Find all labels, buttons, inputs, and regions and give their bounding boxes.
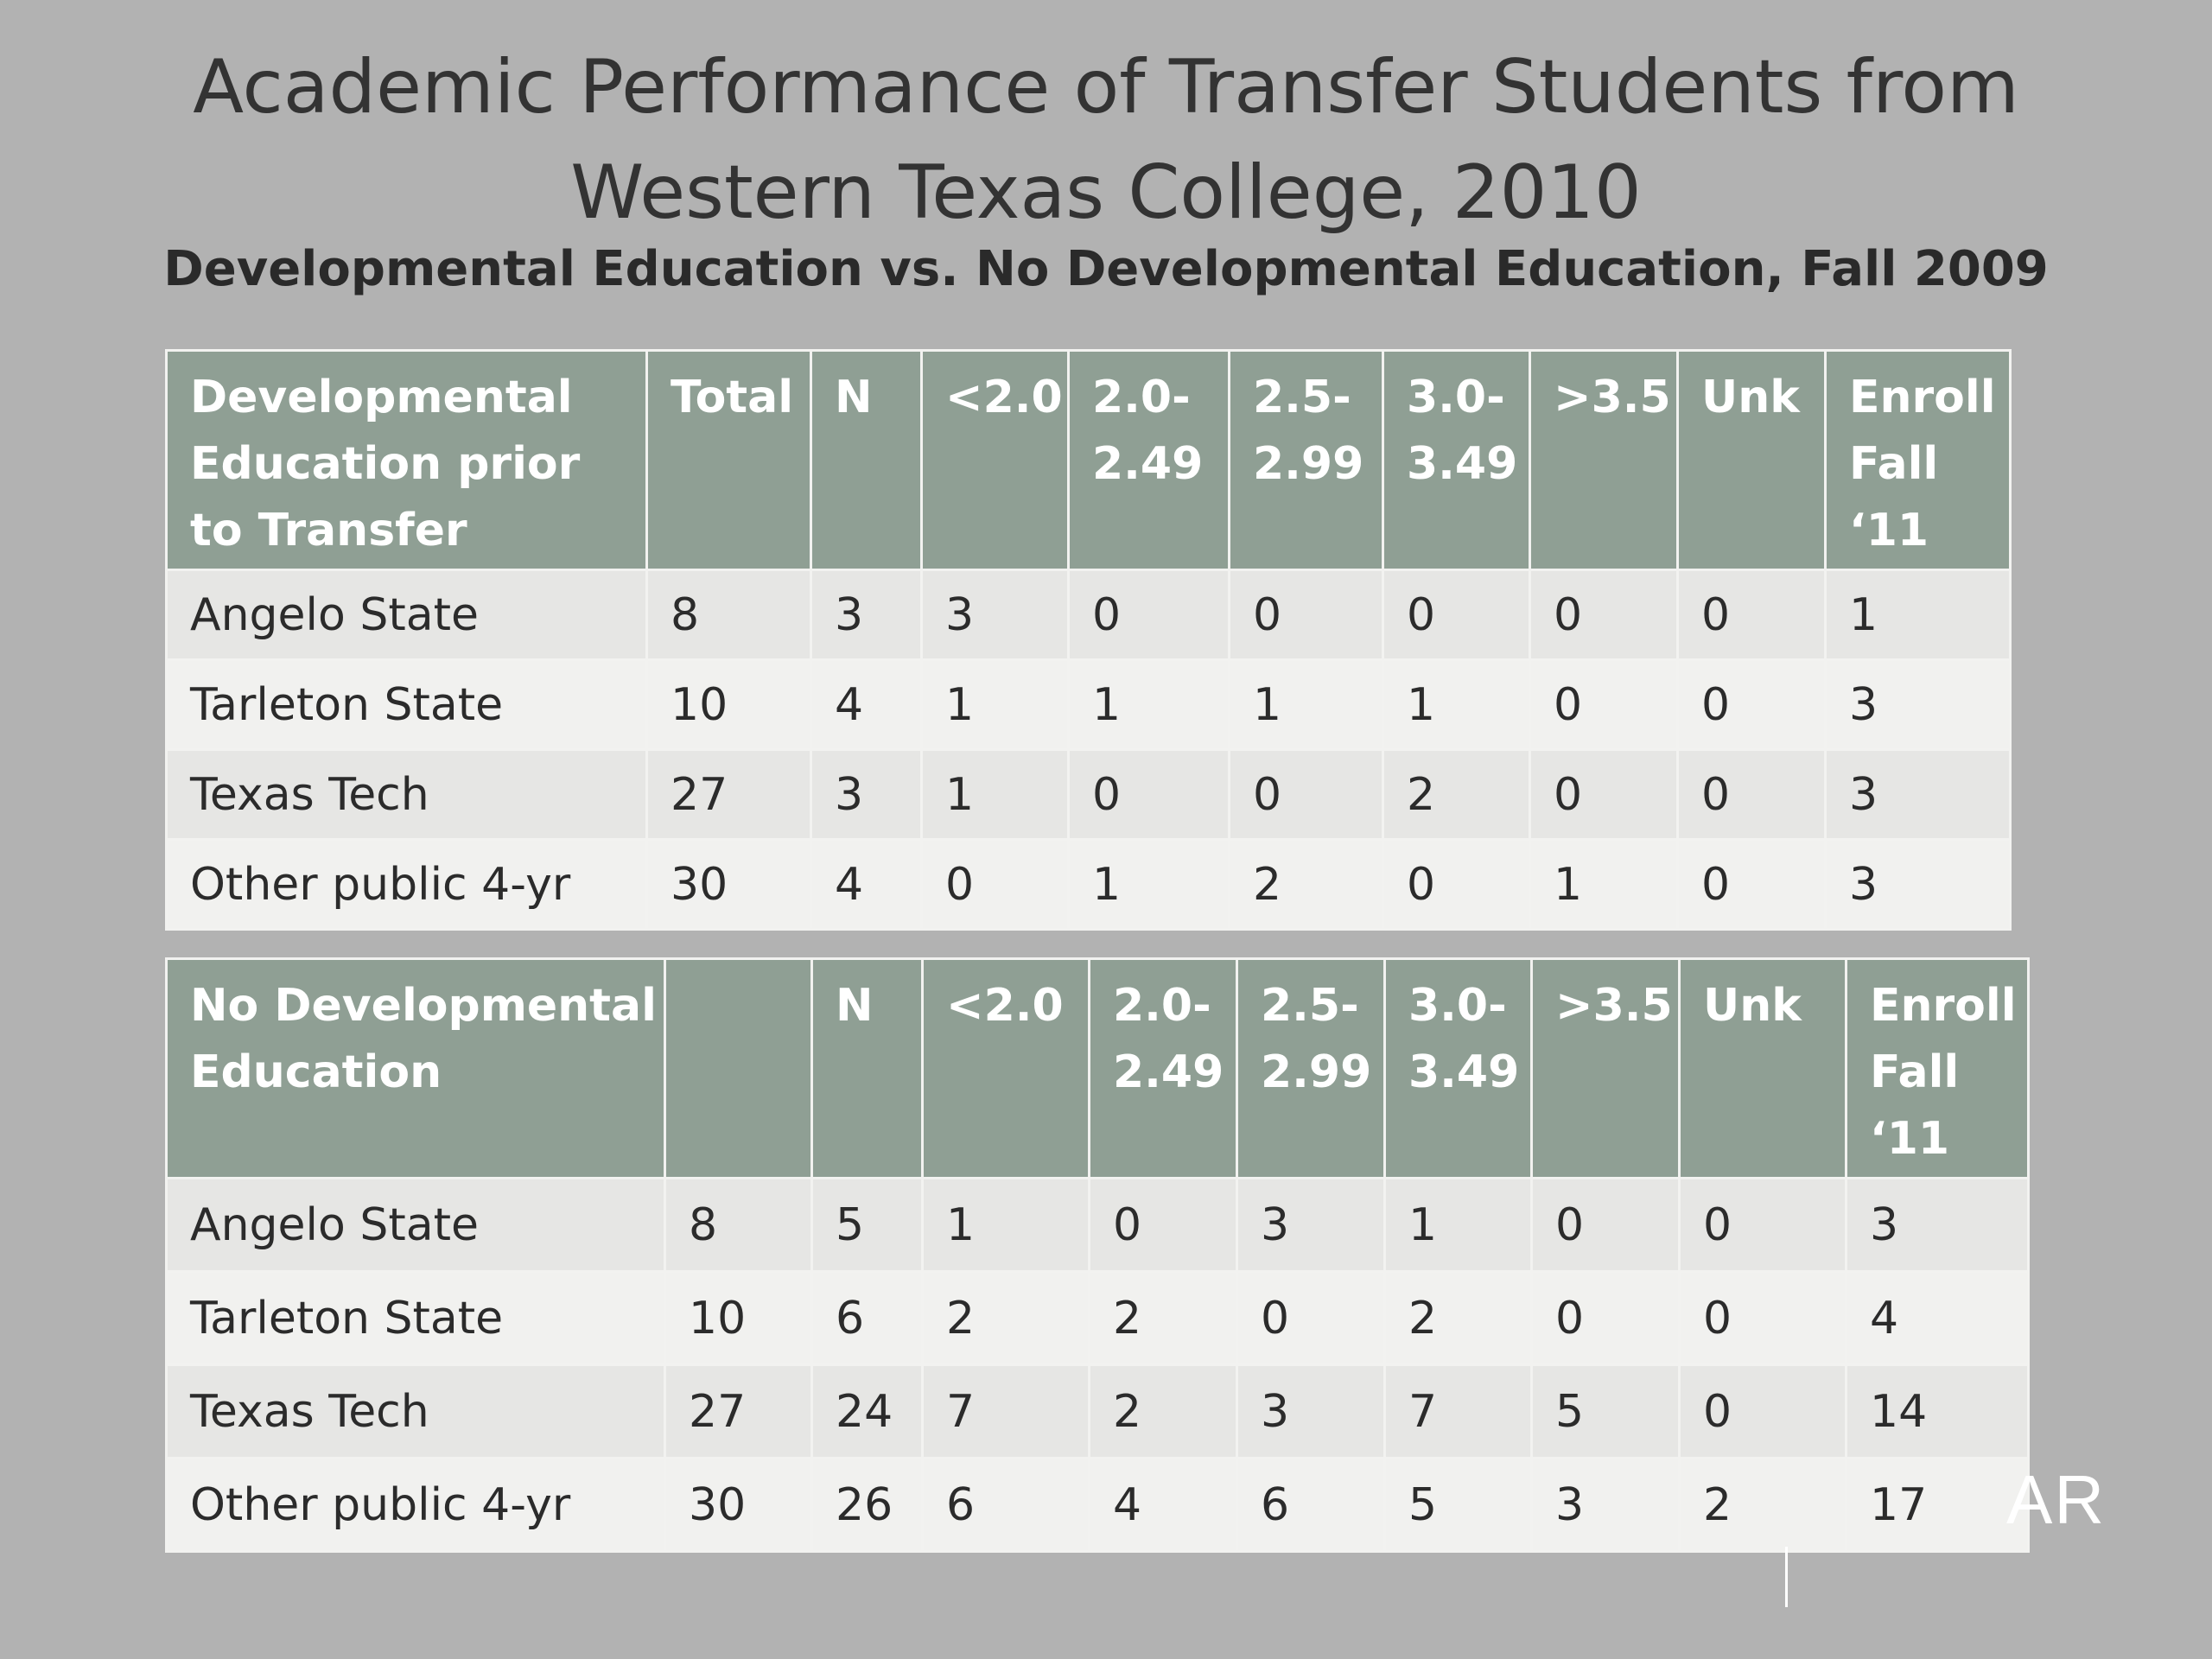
table-cell: 4 bbox=[1847, 1272, 2029, 1365]
column-header: Enroll Fall ‘11 bbox=[1847, 959, 2029, 1179]
title-line-1: Academic Performance of Transfer Students from bbox=[193, 44, 2019, 130]
title-line-2: Western Texas College, 2010 bbox=[570, 149, 1642, 236]
column-header: 3.0-3.49 bbox=[1383, 351, 1530, 570]
table-cell: 7 bbox=[1385, 1365, 1532, 1459]
table-header-row bbox=[167, 959, 2029, 1179]
table-cell: 3 bbox=[922, 570, 1069, 660]
table-cell: 3 bbox=[1237, 1179, 1385, 1272]
column-header: 2.0-2.49 bbox=[1090, 959, 1237, 1179]
column-header: N bbox=[812, 959, 923, 1179]
table-cell: 0 bbox=[1530, 660, 1678, 750]
table-cell: 0 bbox=[1532, 1179, 1680, 1272]
column-header: 2.5-2.99 bbox=[1230, 351, 1383, 570]
column-header: Unk bbox=[1680, 959, 1847, 1179]
table-cell: 17 bbox=[1847, 1459, 2029, 1552]
table-cell: 3 bbox=[811, 750, 922, 840]
table-cell: 3 bbox=[1826, 660, 2011, 750]
table-cell: 0 bbox=[1383, 570, 1530, 660]
table-cell: 0 bbox=[1530, 750, 1678, 840]
table-cell: 3 bbox=[1826, 750, 2011, 840]
background-logo-line bbox=[1785, 1547, 1788, 1607]
table-cell: 3 bbox=[1826, 840, 2011, 930]
column-header: >3.5 bbox=[1530, 351, 1678, 570]
table-row bbox=[167, 1459, 2029, 1552]
slide-subtitle: Developmental Education vs. No Developmental Education, Fall 2009 bbox=[163, 241, 2049, 297]
column-header: No Developmental Education bbox=[167, 959, 665, 1179]
table-cell: 1 bbox=[1230, 660, 1383, 750]
table-cell: 0 bbox=[1680, 1365, 1847, 1459]
table-cell: 0 bbox=[1530, 570, 1678, 660]
table-cell: 8 bbox=[665, 1179, 812, 1272]
column-header: <2.0 bbox=[923, 959, 1090, 1179]
table-cell: 1 bbox=[923, 1179, 1090, 1272]
table-cell: 8 bbox=[647, 570, 811, 660]
institution-cell: Texas Tech bbox=[167, 1365, 665, 1459]
table-cell: 2 bbox=[1230, 840, 1383, 930]
table-row bbox=[167, 750, 2011, 840]
table-cell: 5 bbox=[812, 1179, 923, 1272]
table-cell: 4 bbox=[1090, 1459, 1237, 1552]
table-cell: 10 bbox=[665, 1272, 812, 1365]
table-cell: 1 bbox=[922, 660, 1069, 750]
column-header: Unk bbox=[1678, 351, 1826, 570]
table-row bbox=[167, 660, 2011, 750]
table-row bbox=[167, 1179, 2029, 1272]
table-row bbox=[167, 1272, 2029, 1365]
table-row bbox=[167, 570, 2011, 660]
table-cell: 27 bbox=[665, 1365, 812, 1459]
institution-cell: Tarleton State bbox=[167, 660, 647, 750]
table-cell: 5 bbox=[1532, 1365, 1680, 1459]
column-header: 2.5-2.99 bbox=[1237, 959, 1385, 1179]
column-header: 3.0-3.49 bbox=[1385, 959, 1532, 1179]
table-cell: 1 bbox=[1069, 840, 1230, 930]
column-header: Developmental Education prior to Transfer bbox=[167, 351, 647, 570]
table-cell: 0 bbox=[1069, 570, 1230, 660]
column-header: <2.0 bbox=[922, 351, 1069, 570]
table-cell: 10 bbox=[647, 660, 811, 750]
table-cell: 1 bbox=[1069, 660, 1230, 750]
column-header: N bbox=[811, 351, 922, 570]
table-cell: 6 bbox=[1237, 1459, 1385, 1552]
table-cell: 0 bbox=[1680, 1272, 1847, 1365]
table-cell: 2 bbox=[1385, 1272, 1532, 1365]
institution-cell: Tarleton State bbox=[167, 1272, 665, 1365]
table-cell: 0 bbox=[1678, 840, 1826, 930]
developmental-education-table bbox=[165, 349, 2012, 931]
table-row bbox=[167, 840, 2011, 930]
table-cell: 0 bbox=[922, 840, 1069, 930]
table-cell: 4 bbox=[811, 840, 922, 930]
background-logo-fragment: AR bbox=[2006, 1461, 2107, 1538]
table-cell: 3 bbox=[1847, 1179, 2029, 1272]
table-cell: 27 bbox=[647, 750, 811, 840]
institution-cell: Other public 4-yr bbox=[167, 840, 647, 930]
column-header: 2.0-2.49 bbox=[1069, 351, 1230, 570]
table-cell: 0 bbox=[1383, 840, 1530, 930]
table-cell: 3 bbox=[1237, 1365, 1385, 1459]
table-cell: 4 bbox=[811, 660, 922, 750]
institution-cell: Angelo State bbox=[167, 570, 647, 660]
column-header: >3.5 bbox=[1532, 959, 1680, 1179]
table-cell: 0 bbox=[1230, 570, 1383, 660]
slide-title bbox=[0, 35, 2212, 245]
table-cell: 1 bbox=[1385, 1179, 1532, 1272]
table-cell: 2 bbox=[1090, 1272, 1237, 1365]
table-cell: 3 bbox=[811, 570, 922, 660]
table-cell: 0 bbox=[1680, 1179, 1847, 1272]
table-cell: 2 bbox=[1383, 750, 1530, 840]
table-cell: 0 bbox=[1532, 1272, 1680, 1365]
institution-cell: Texas Tech bbox=[167, 750, 647, 840]
table-cell: 30 bbox=[647, 840, 811, 930]
table-cell: 0 bbox=[1678, 750, 1826, 840]
table-cell: 1 bbox=[1530, 840, 1678, 930]
table-cell: 2 bbox=[1090, 1365, 1237, 1459]
no-developmental-education-table bbox=[165, 957, 2030, 1553]
table-cell: 24 bbox=[812, 1365, 923, 1459]
table-cell: 6 bbox=[923, 1459, 1090, 1552]
table-cell: 0 bbox=[1090, 1179, 1237, 1272]
table-cell: 30 bbox=[665, 1459, 812, 1552]
column-header: Total bbox=[647, 351, 811, 570]
table-cell: 0 bbox=[1237, 1272, 1385, 1365]
column-header bbox=[665, 959, 812, 1179]
table-cell: 5 bbox=[1385, 1459, 1532, 1552]
institution-cell: Angelo State bbox=[167, 1179, 665, 1272]
table-cell: 26 bbox=[812, 1459, 923, 1552]
table-cell: 1 bbox=[922, 750, 1069, 840]
table-cell: 0 bbox=[1069, 750, 1230, 840]
table-cell: 2 bbox=[923, 1272, 1090, 1365]
table-cell: 0 bbox=[1678, 570, 1826, 660]
table-cell: 0 bbox=[1230, 750, 1383, 840]
table-header-row bbox=[167, 351, 2011, 570]
table-cell: 1 bbox=[1383, 660, 1530, 750]
table-cell: 6 bbox=[812, 1272, 923, 1365]
table-cell: 2 bbox=[1680, 1459, 1847, 1552]
column-header: Enroll Fall ‘11 bbox=[1826, 351, 2011, 570]
table-cell: 14 bbox=[1847, 1365, 2029, 1459]
table-cell: 0 bbox=[1678, 660, 1826, 750]
institution-cell: Other public 4-yr bbox=[167, 1459, 665, 1552]
table-cell: 1 bbox=[1826, 570, 2011, 660]
table-cell: 3 bbox=[1532, 1459, 1680, 1552]
table-row bbox=[167, 1365, 2029, 1459]
table-cell: 7 bbox=[923, 1365, 1090, 1459]
